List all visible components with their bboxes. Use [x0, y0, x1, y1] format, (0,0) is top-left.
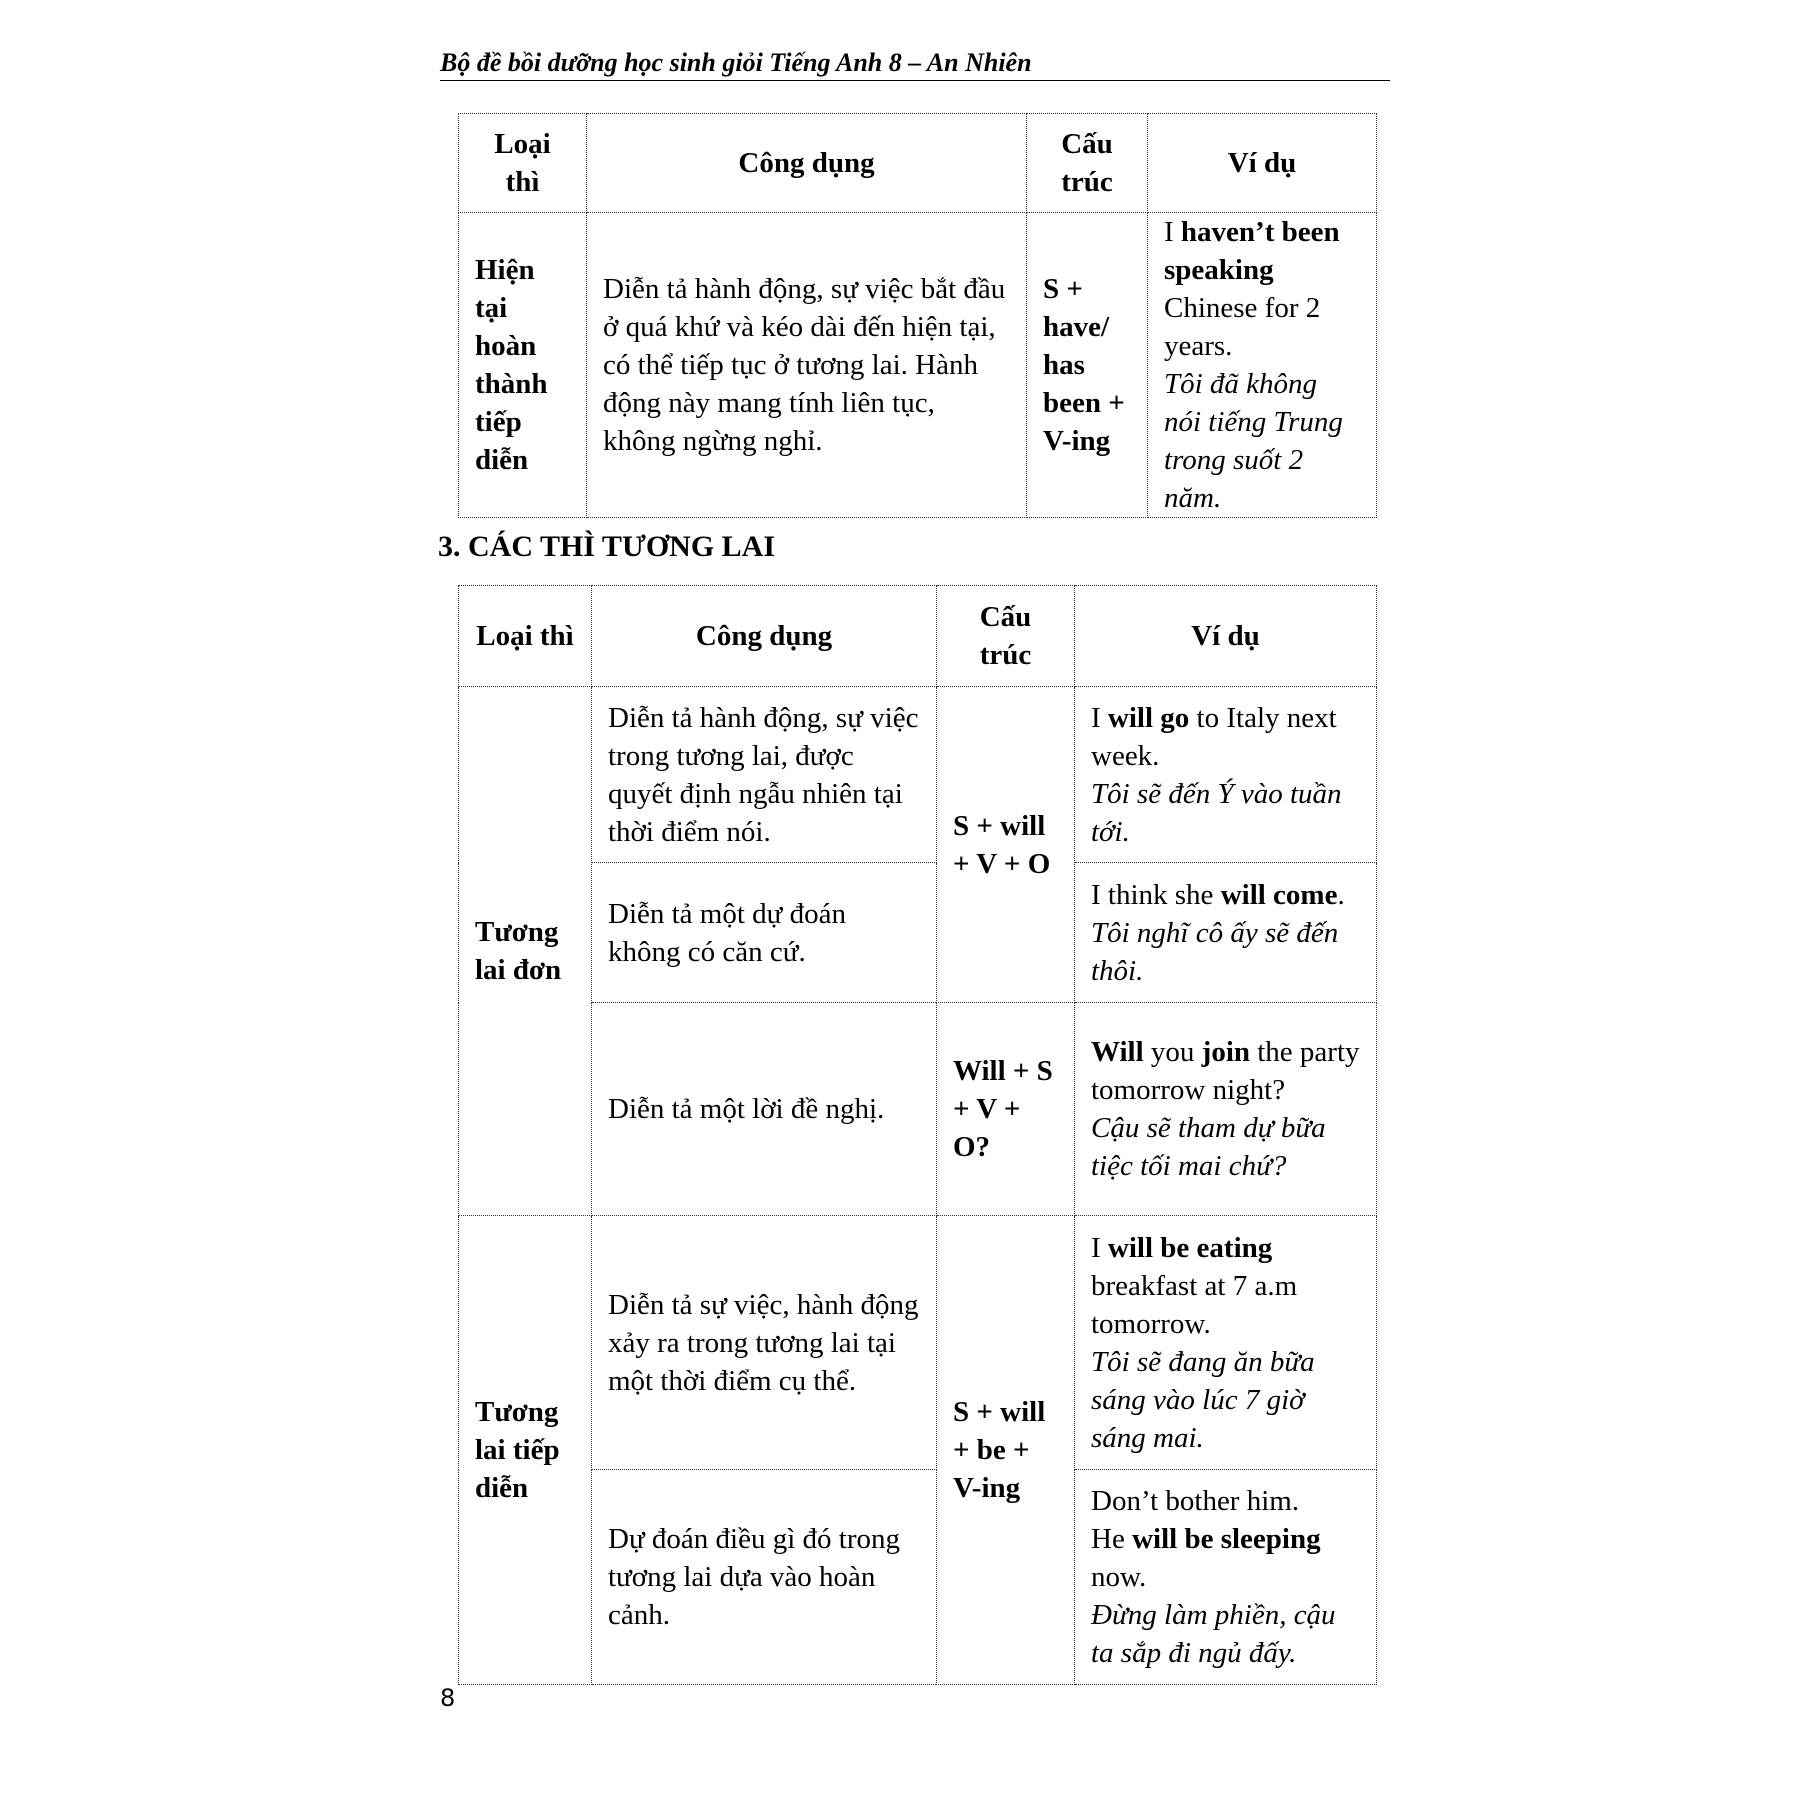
example-cell — [1075, 863, 1377, 1003]
example-text: Don’t bother him. — [1091, 1485, 1300, 1517]
table-row — [459, 1003, 1377, 1216]
example-text: you — [1143, 1036, 1202, 1068]
example-translation: Tôi nghĩ cô ấy sẽ đến thôi. — [1091, 916, 1339, 987]
example-bold: Will — [1091, 1036, 1144, 1068]
header-example: Ví dụ — [1148, 114, 1377, 213]
example-translation: Tôi sẽ đang ăn bữa sáng vào lúc 7 giờ sáng mai. — [1091, 1345, 1315, 1454]
tense-name: Hiện tại hoàn thành tiếp diễn — [459, 213, 587, 518]
header-type: Loại thì — [459, 586, 592, 687]
structure-cell: Will + S + V + O? — [937, 1003, 1075, 1216]
example-cell — [1075, 687, 1377, 863]
tense-name: Tương lai đơn — [459, 687, 592, 1216]
example-cell — [1075, 1216, 1377, 1470]
example-text: He — [1091, 1523, 1133, 1555]
example-bold: will come — [1220, 878, 1338, 911]
usage-cell: Diễn tả một lời đề nghị. — [592, 1003, 937, 1216]
header-usage: Công dụng — [592, 586, 937, 687]
structure-cell: S + have/ has been + V-ing — [1027, 213, 1148, 518]
table-row — [459, 1470, 1377, 1685]
example-text: the party tomorrow night? — [1091, 1036, 1360, 1106]
table-row — [459, 863, 1377, 1003]
usage-cell: Diễn tả một dự đoán không có căn cứ. — [592, 863, 937, 1003]
example-bold: will go — [1107, 701, 1190, 734]
example-text: I — [1091, 1231, 1108, 1264]
example-translation: Đừng làm phiền, cậu ta sắp đi ngủ đấy. — [1091, 1599, 1336, 1669]
table-header-row — [459, 114, 1377, 213]
example-cell — [1075, 1003, 1377, 1216]
example-bold: haven’t been speaking — [1164, 216, 1340, 286]
table-row — [459, 213, 1377, 518]
structure-cell: S + will + V + O — [937, 687, 1075, 1003]
usage-cell: Diễn tả hành động, sự việc trong tương lai, được quyết định ngẫu nhiên tại thời điểm nói. — [592, 687, 937, 863]
example-translation: Cậu sẽ tham dự bữa tiệc tối mai chứ? — [1091, 1112, 1326, 1182]
table-row — [459, 687, 1377, 863]
future-tenses-table — [458, 585, 1377, 1685]
header-type: Loại thì — [459, 114, 587, 213]
example-cell — [1075, 1470, 1377, 1685]
example-text: to Italy next week. — [1091, 701, 1337, 772]
example-cell — [1148, 213, 1377, 518]
example-bold: will be sleeping — [1132, 1523, 1321, 1555]
example-bold: join — [1201, 1036, 1250, 1068]
header-usage: Công dụng — [587, 114, 1027, 213]
table-header-row — [459, 586, 1377, 687]
header-structure: Cấu trúc — [937, 586, 1075, 687]
structure-cell: S + will + be + V-ing — [937, 1216, 1075, 1685]
usage-cell: Diễn tả hành động, sự việc bắt đầu ở quá khứ và kéo dài đến hiện tại, có thể tiếp tục ở tương lai. Hành động này mang tính liên tục, không ngừng nghỉ. — [587, 213, 1027, 518]
header-example: Ví dụ — [1075, 586, 1377, 687]
example-text: breakfast at 7 a.m tomorrow. — [1091, 1269, 1298, 1340]
page-number: 8 — [440, 1684, 456, 1712]
usage-cell: Diễn tả sự việc, hành động xảy ra trong tương lai tại một thời điểm cụ thể. — [592, 1216, 937, 1470]
example-text: . — [1337, 878, 1345, 911]
example-translation: Tôi sẽ đến Ý vào tuần tới. — [1091, 777, 1342, 848]
example-text: Chinese for 2 years. — [1164, 292, 1321, 362]
example-text: I — [1091, 701, 1108, 734]
example-bold: will be eating — [1107, 1231, 1273, 1264]
tense-name: Tương lai tiếp diễn — [459, 1216, 592, 1685]
present-tenses-table — [458, 113, 1377, 518]
running-header: Bộ đề bồi dưỡng học sinh giỏi Tiếng Anh 8 – An Nhiên — [440, 48, 1390, 81]
example-text: I think she — [1091, 878, 1221, 911]
section-heading: 3. CÁC THÌ TƯƠNG LAI — [438, 530, 776, 563]
example-text: now. — [1091, 1561, 1147, 1593]
usage-cell: Dự đoán điều gì đó trong tương lai dựa vào hoàn cảnh. — [592, 1470, 937, 1685]
header-structure: Cấu trúc — [1027, 114, 1148, 213]
example-translation: Tôi đã không nói tiếng Trung trong suốt 2 năm. — [1164, 368, 1343, 514]
table-row — [459, 1216, 1377, 1470]
example-text: I — [1164, 216, 1181, 248]
